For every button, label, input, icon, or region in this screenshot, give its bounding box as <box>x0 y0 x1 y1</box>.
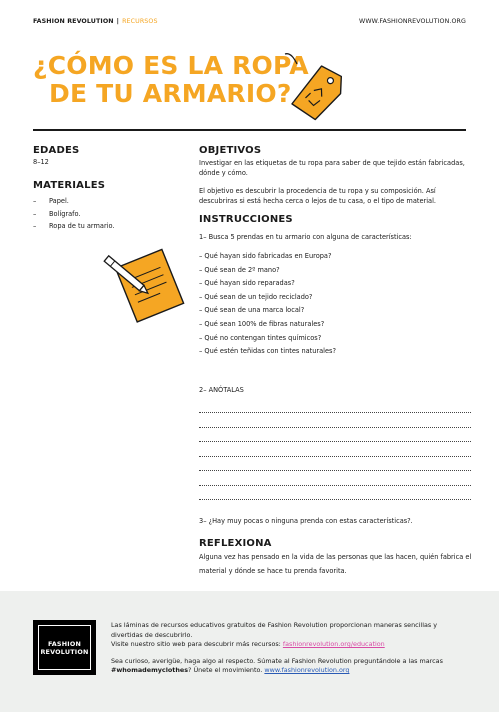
reflect-text: Alguna vez has pensado en la vida de las personas que las hacen, quién fabrica el material y dónde se hace tu prenda favorita. <box>199 553 472 576</box>
reflect-heading: REFLEXIONA <box>199 538 272 550</box>
step-1: 1– Busca 5 prendas en tu armario con alguna de características: <box>199 233 412 241</box>
writing-line <box>199 413 471 428</box>
list-item: – Qué sean de una marca local? <box>199 306 305 315</box>
title-line-2: DE TU ARMARIO? <box>49 79 292 108</box>
list-item: – Qué sean de 2º mano? <box>199 265 280 274</box>
fashion-revolution-logo <box>33 620 96 675</box>
step-3: 3– ¿Hay muy pocas o ninguna prenda con estas características?. <box>199 517 413 526</box>
hashtag: #whomademyclothes <box>111 666 189 674</box>
logo-line-1: FASHION <box>47 640 82 648</box>
left-column <box>33 145 183 233</box>
title-line-1: ¿CÓMO ES LA ROPA <box>33 51 309 80</box>
logo-line-2: REVOLUTION <box>40 648 89 656</box>
list-item: – Qué sean 100% de fibras naturales? <box>199 319 325 328</box>
clothing-tag-recycle-icon <box>281 50 351 122</box>
right-column <box>199 145 474 578</box>
questions-list <box>199 250 474 359</box>
header-brand <box>33 18 158 25</box>
footer-paragraph-2 <box>111 657 461 676</box>
list-item: – Qué hayan sido reparadas? <box>199 279 295 288</box>
education-link[interactable]: fashionrevolution.org/education <box>282 640 385 648</box>
footer-text <box>111 621 461 683</box>
brand-name: FASHION REVOLUTION <box>33 18 114 25</box>
website-link[interactable]: www.fashionrevolution.org <box>264 666 350 674</box>
ages-heading: EDADES <box>33 145 80 156</box>
materials-heading: MATERIALES <box>33 180 106 191</box>
list-item: – Qué no contengan tintes químicos? <box>199 333 322 342</box>
website-url[interactable]: WWW.FASHIONREVOLUTION.ORG <box>359 18 466 25</box>
notepad-pencil-icon <box>99 243 185 325</box>
title-divider <box>33 129 466 131</box>
footer-visit: Visite nuestro sitio web para descubrir más recursos: <box>111 640 281 648</box>
footer <box>0 591 499 712</box>
ages-value: 8–12 <box>33 158 49 166</box>
step-2: 2– ANÓTALAS <box>199 385 244 394</box>
writing-line <box>199 471 471 486</box>
section-label: RECURSOS <box>122 18 158 25</box>
writing-line <box>199 486 471 501</box>
top-header <box>33 18 466 30</box>
list-item: – Qué sean de un tejido reciclado? <box>199 292 313 301</box>
instructions-heading: INSTRUCCIONES <box>199 214 293 225</box>
logo-frame <box>38 625 91 670</box>
footer-join: ? Únete el movimiento. <box>188 666 263 674</box>
header-separator: | <box>116 18 120 25</box>
writing-line <box>199 428 471 443</box>
list-item: – Qué estén teñidas con tintes naturales? <box>199 347 336 356</box>
writing-line <box>199 457 471 472</box>
materials-list <box>33 195 183 233</box>
list-item: – Ropa de tu armario. <box>33 220 183 233</box>
writing-line <box>199 442 471 457</box>
footer-call: Sea curioso, averigüe, haga algo al respecto. Súmate al Fashion Revolution preguntándole a las marcas <box>111 656 443 665</box>
footer-intro: Las láminas de recursos educativos gratuitos de Fashion Revolution proporcionan maneras sencillas y divertidas de descubrirlo. <box>111 621 438 639</box>
objectives-text-2: El objetivo es descubrir la procedencia de tu ropa y su composición. Así descubriras si está hecha cerca o lejos de tu casa, o el tipo de material. <box>199 187 437 205</box>
list-item: – Qué hayan sido fabricadas en Europa? <box>199 252 332 260</box>
objectives-text-1: Investigar en las etiquetas de tu ropa para saber de que tejido están fabricadas, dónde y cómo. <box>199 159 465 177</box>
page-title <box>33 52 309 108</box>
objectives-heading: OBJETIVOS <box>199 145 262 156</box>
list-item: – Bolígrafo. <box>33 208 183 221</box>
writing-line <box>199 399 471 414</box>
list-item: – Papel. <box>33 195 183 208</box>
writing-lines <box>199 399 474 501</box>
footer-paragraph-1 <box>111 621 461 650</box>
